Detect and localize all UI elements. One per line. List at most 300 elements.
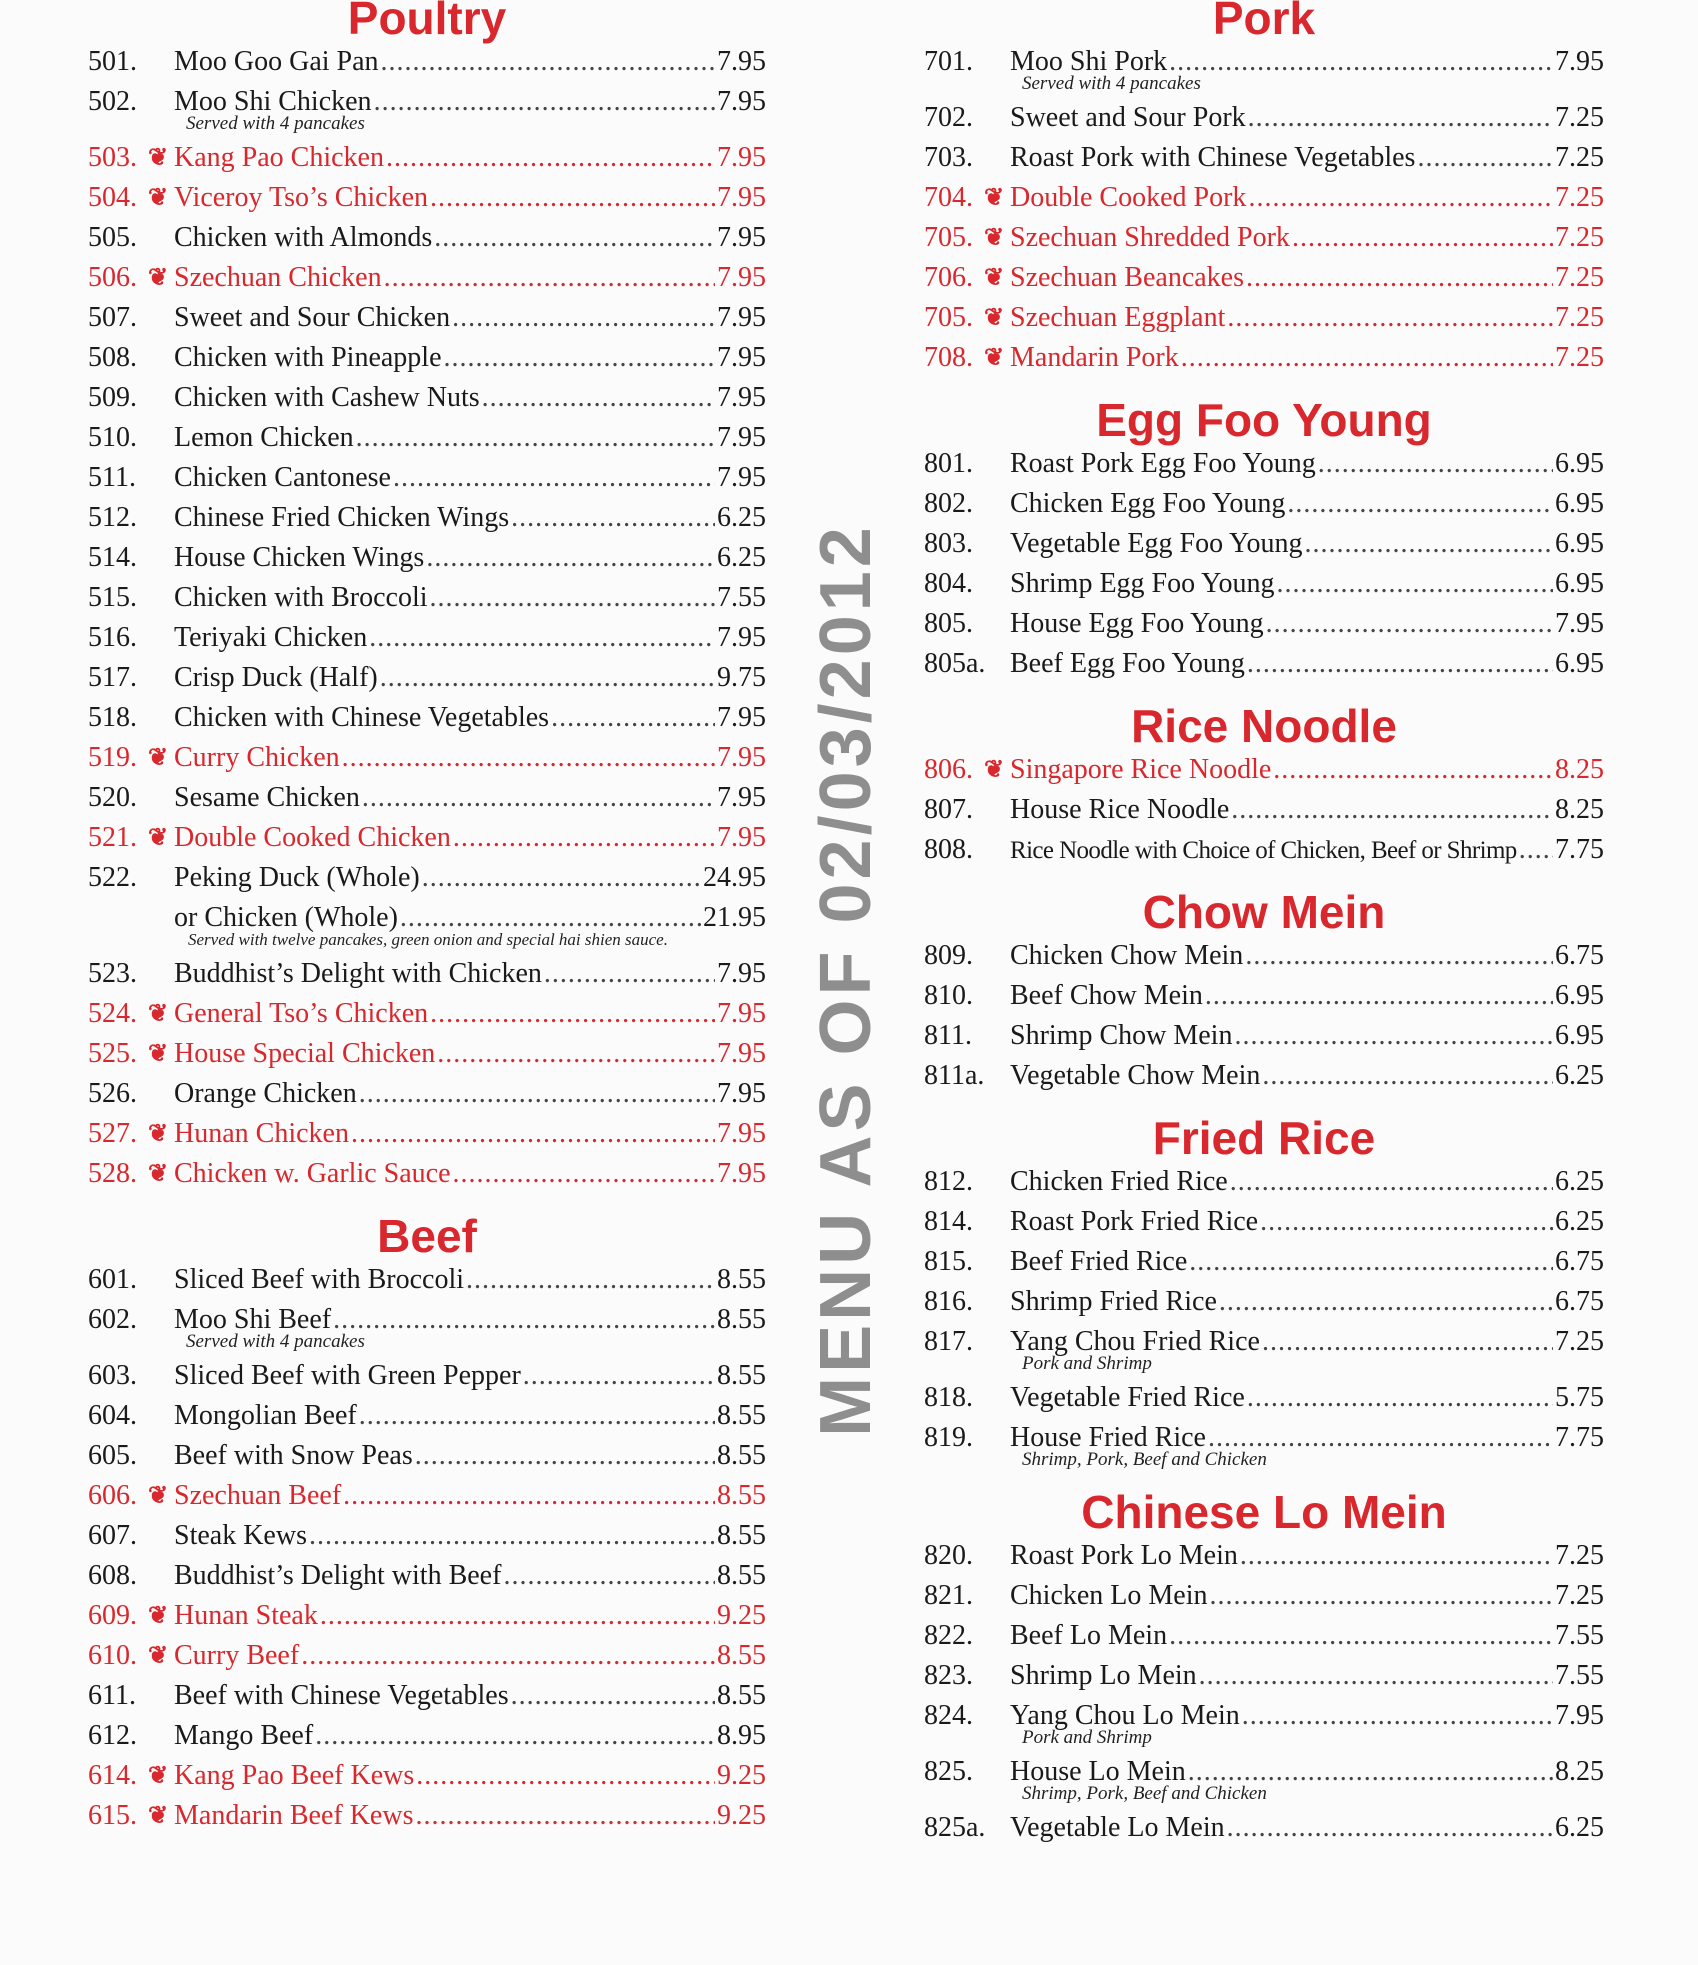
item-number-text: 704. — [924, 182, 973, 213]
menu-item — [924, 1162, 1604, 1202]
item-name: Moo Shi Pork — [1010, 46, 1168, 77]
item-price: 9.25 — [717, 1600, 766, 1631]
item-number-text: 502. — [88, 86, 137, 117]
menu-item-row — [924, 830, 1604, 870]
item-number-text: 506. — [88, 262, 137, 293]
dot-leader — [374, 82, 715, 122]
menu-item-row — [88, 298, 766, 338]
item-number-text: 802. — [924, 488, 973, 519]
menu-item-row — [924, 936, 1604, 976]
item-name: House Chicken Wings — [174, 542, 425, 573]
item-number — [924, 1378, 1010, 1418]
menu-item — [88, 1476, 766, 1516]
menu-item-row — [88, 1154, 766, 1194]
item-price: 7.95 — [717, 302, 766, 333]
item-price: 7.95 — [717, 382, 766, 413]
chili-pepper-icon: ❦ — [148, 185, 169, 211]
item-number — [924, 936, 1010, 976]
item-name: Hunan Chicken — [174, 1118, 349, 1149]
dot-leader — [1304, 524, 1553, 564]
item-number — [88, 618, 174, 658]
item-name: Vegetable Chow Mein — [1010, 1060, 1261, 1091]
section-title-chow-mein: Chow Mein — [1142, 886, 1386, 938]
item-price: 6.75 — [1555, 940, 1604, 971]
item-name: Beef Lo Mein — [1010, 1620, 1168, 1651]
menu-item — [924, 484, 1604, 524]
item-number-text: 708. — [924, 342, 973, 373]
item-note: Shrimp, Pork, Beef and Chicken — [1022, 1783, 1267, 1804]
item-price: 7.95 — [717, 46, 766, 77]
item-number-text: 605. — [88, 1440, 137, 1471]
item-number-text: 820. — [924, 1540, 973, 1571]
dot-leader — [1519, 830, 1553, 870]
item-number-text: 518. — [88, 702, 137, 733]
item-number — [88, 1676, 174, 1716]
item-number-text: 811. — [924, 1020, 972, 1051]
item-name: Mongolian Beef — [174, 1400, 357, 1431]
menu-item — [924, 98, 1604, 138]
menu-item — [88, 1114, 766, 1154]
menu-item — [924, 750, 1604, 790]
item-number — [88, 1556, 174, 1596]
menu-item-row — [924, 1242, 1604, 1282]
item-number-text: 805. — [924, 608, 973, 639]
menu-item — [924, 1752, 1604, 1804]
item-number-text: 508. — [88, 342, 137, 373]
menu-item — [88, 1260, 766, 1300]
chili-pepper-icon: ❦ — [984, 305, 1005, 331]
menu-item-row — [924, 338, 1604, 378]
item-number — [924, 258, 1010, 298]
dot-leader — [1248, 98, 1553, 138]
item-name: or Chicken (Whole) — [174, 902, 398, 933]
item-number — [88, 298, 174, 338]
menu-item — [88, 1300, 766, 1352]
dot-leader — [466, 1260, 715, 1300]
item-price: 8.25 — [1555, 754, 1604, 785]
item-number-text: 816. — [924, 1286, 973, 1317]
item-number-text: 805a. — [924, 648, 986, 679]
menu-item — [88, 1676, 766, 1716]
item-price: 7.95 — [717, 1118, 766, 1149]
item-price: 6.25 — [717, 502, 766, 533]
watermark-text: MENU AS OF 02/03/2012 — [806, 523, 886, 1437]
item-number-text: 510. — [88, 422, 137, 453]
item-number — [924, 484, 1010, 524]
dot-leader — [356, 418, 715, 458]
menu-item-row — [88, 1396, 766, 1436]
menu-item — [88, 778, 766, 818]
item-number-text: 812. — [924, 1166, 973, 1197]
item-price: 5.75 — [1555, 1382, 1604, 1413]
dot-leader — [1277, 564, 1553, 604]
item-number — [88, 1716, 174, 1756]
item-number — [924, 42, 1010, 82]
dot-leader — [369, 618, 715, 658]
menu-item-row — [88, 1756, 766, 1796]
item-number-text: 606. — [88, 1480, 137, 1511]
item-price: 8.25 — [1555, 1756, 1604, 1787]
menu-item-row — [88, 1556, 766, 1596]
item-number-text: 521. — [88, 822, 137, 853]
chili-pepper-icon: ❦ — [148, 1041, 169, 1067]
menu-item — [88, 658, 766, 698]
item-number — [88, 994, 174, 1034]
menu-item-row — [924, 564, 1604, 604]
item-number — [88, 1596, 174, 1636]
menu-item-row — [924, 1576, 1604, 1616]
item-number — [924, 444, 1010, 484]
menu-item — [924, 976, 1604, 1016]
menu-item-row — [924, 178, 1604, 218]
menu-item-row — [88, 178, 766, 218]
item-number-text: 517. — [88, 662, 137, 693]
item-number — [924, 1418, 1010, 1458]
item-name: Mango Beef — [174, 1720, 314, 1751]
item-name: House Special Chicken — [174, 1038, 436, 1069]
item-name: Mandarin Beef Kews — [174, 1800, 414, 1831]
menu-item — [88, 698, 766, 738]
item-name: Chicken with Pineapple — [174, 342, 442, 373]
item-number-text: 516. — [88, 622, 137, 653]
item-price: 8.55 — [717, 1264, 766, 1295]
item-name: Beef Chow Mein — [1010, 980, 1203, 1011]
item-price: 7.25 — [1555, 342, 1604, 373]
item-note: Served with 4 pancakes — [186, 1331, 365, 1352]
item-price: 6.95 — [1555, 488, 1604, 519]
menu-item — [88, 818, 766, 858]
dot-leader — [1219, 1282, 1553, 1322]
item-number — [924, 1056, 1010, 1096]
dot-leader — [1245, 936, 1553, 976]
item-price: 7.25 — [1555, 102, 1604, 133]
item-name: House Lo Mein — [1010, 1756, 1186, 1787]
item-note: Served with twelve pancakes, green onion and special hai shien sauce. — [188, 930, 668, 949]
item-price: 6.75 — [1555, 1246, 1604, 1277]
item-number — [924, 1016, 1010, 1056]
menu-item-row — [924, 1808, 1604, 1848]
menu-item-row — [88, 1356, 766, 1396]
menu-item — [88, 578, 766, 618]
item-number — [88, 738, 174, 778]
item-name: Chicken Fried Rice — [1010, 1166, 1228, 1197]
item-name: Vegetable Egg Foo Young — [1010, 528, 1303, 559]
dot-leader — [386, 138, 715, 178]
item-price: 7.95 — [717, 262, 766, 293]
menu-item — [924, 1418, 1604, 1470]
item-name: Kang Pao Chicken — [174, 142, 384, 173]
item-number — [88, 1300, 174, 1340]
item-number — [924, 750, 1010, 790]
chili-pepper-icon: ❦ — [148, 1001, 169, 1027]
item-number — [88, 1516, 174, 1556]
item-number-text: 819. — [924, 1422, 973, 1453]
item-price: 8.55 — [717, 1440, 766, 1471]
item-price: 9.25 — [717, 1760, 766, 1791]
menu-item-row — [924, 1378, 1604, 1418]
item-number — [924, 1282, 1010, 1322]
item-number — [924, 1162, 1010, 1202]
item-price: 7.95 — [717, 822, 766, 853]
item-number-text: 803. — [924, 528, 973, 559]
item-number-text: 614. — [88, 1760, 137, 1791]
menu-item — [88, 858, 766, 898]
item-number — [924, 790, 1010, 830]
item-price: 21.95 — [703, 902, 766, 933]
dot-leader — [453, 1154, 715, 1194]
item-number — [88, 698, 174, 738]
item-name: Shrimp Lo Mein — [1010, 1660, 1197, 1691]
item-number-text: 509. — [88, 382, 137, 413]
item-name: Roast Pork with Chinese Vegetables — [1010, 142, 1416, 173]
menu-item-row — [924, 1282, 1604, 1322]
chili-pepper-icon: ❦ — [984, 345, 1005, 371]
item-price: 7.95 — [717, 182, 766, 213]
menu-item — [924, 1378, 1604, 1418]
menu-item-row — [88, 1796, 766, 1836]
menu-item — [88, 378, 766, 418]
item-name: Buddhist’s Delight with Beef — [174, 1560, 502, 1591]
menu-item — [88, 458, 766, 498]
item-number-text: 507. — [88, 302, 137, 333]
item-price: 7.95 — [717, 142, 766, 173]
item-price: 8.55 — [717, 1560, 766, 1591]
section-title-fried-rice: Fried Rice — [1152, 1112, 1376, 1164]
item-name: Rice Noodle with Choice of Chicken, Beef or Shrimp — [1010, 837, 1517, 864]
menu-item-row — [924, 484, 1604, 524]
dot-leader — [415, 1796, 715, 1836]
dot-leader — [1248, 178, 1553, 218]
item-price: 6.25 — [1555, 1812, 1604, 1843]
item-number-text: 806. — [924, 754, 973, 785]
item-name: Szechuan Eggplant — [1010, 302, 1226, 333]
menu-item — [88, 1796, 766, 1836]
dot-leader — [333, 1300, 715, 1340]
item-number — [88, 498, 174, 538]
item-price: 7.55 — [717, 582, 766, 613]
item-number — [924, 1536, 1010, 1576]
item-name: Curry Chicken — [174, 742, 340, 773]
item-name: Chicken with Chinese Vegetables — [174, 702, 550, 733]
item-number-text: 607. — [88, 1520, 137, 1551]
item-number — [924, 1202, 1010, 1242]
item-name: Chicken Lo Mein — [1010, 1580, 1208, 1611]
item-name: House Egg Foo Young — [1010, 608, 1264, 639]
dot-leader — [1247, 1378, 1553, 1418]
dot-leader — [452, 298, 715, 338]
item-name: House Rice Noodle — [1010, 794, 1230, 825]
item-number-text: 610. — [88, 1640, 137, 1671]
item-number — [88, 1034, 174, 1074]
menu-item-row — [88, 778, 766, 818]
item-number-text: 609. — [88, 1600, 137, 1631]
dot-leader — [444, 338, 715, 378]
item-price: 7.95 — [717, 1078, 766, 1109]
item-name: Sliced Beef with Green Pepper — [174, 1360, 521, 1391]
item-number-text: 527. — [88, 1118, 137, 1149]
item-name: Yang Chou Lo Mein — [1010, 1700, 1240, 1731]
item-price: 7.95 — [1555, 1700, 1604, 1731]
item-price: 8.55 — [717, 1304, 766, 1335]
dot-leader — [1262, 1322, 1553, 1362]
menu-item — [88, 1596, 766, 1636]
menu-item — [924, 298, 1604, 338]
item-number-text: 825a. — [924, 1812, 986, 1843]
item-name: Chicken with Almonds — [174, 222, 433, 253]
menu-item-row — [88, 378, 766, 418]
item-name: Roast Pork Egg Foo Young — [1010, 448, 1316, 479]
menu-item-row — [924, 258, 1604, 298]
item-price: 6.25 — [1555, 1060, 1604, 1091]
item-price: 6.95 — [1555, 980, 1604, 1011]
item-price: 6.25 — [1555, 1206, 1604, 1237]
chili-pepper-icon: ❦ — [984, 265, 1005, 291]
menu-item-row — [88, 1436, 766, 1476]
item-name: Teriyaki Chicken — [174, 622, 368, 653]
item-number — [88, 1756, 174, 1796]
item-number — [88, 458, 174, 498]
dot-leader — [381, 42, 715, 82]
dot-leader — [453, 818, 715, 858]
item-name: Shrimp Fried Rice — [1010, 1286, 1217, 1317]
dot-leader — [426, 538, 715, 578]
menu-item-row — [924, 750, 1604, 790]
menu-item-row — [88, 42, 766, 82]
menu-item — [88, 1636, 766, 1676]
item-number-text: 808. — [924, 834, 973, 865]
menu-item-row — [924, 524, 1604, 564]
item-number — [924, 98, 1010, 138]
item-number — [924, 1696, 1010, 1736]
dot-leader — [434, 218, 715, 258]
item-name: Moo Shi Chicken — [174, 86, 372, 117]
chili-pepper-icon: ❦ — [984, 225, 1005, 251]
item-price: 8.55 — [717, 1640, 766, 1671]
item-name: Chicken with Broccoli — [174, 582, 428, 613]
menu-item — [88, 538, 766, 578]
dot-leader — [1292, 218, 1553, 258]
item-number — [88, 778, 174, 818]
item-price: 7.95 — [1555, 608, 1604, 639]
dot-leader — [1242, 1696, 1553, 1736]
menu-item — [924, 1202, 1604, 1242]
item-number-text: 703. — [924, 142, 973, 173]
chili-pepper-icon: ❦ — [148, 1483, 169, 1509]
item-number — [88, 138, 174, 178]
menu-item — [924, 218, 1604, 258]
item-number — [88, 1436, 174, 1476]
item-number — [924, 1656, 1010, 1696]
menu-item — [88, 954, 766, 994]
dot-leader — [1247, 644, 1553, 684]
dot-leader — [1205, 976, 1553, 1016]
item-name: Szechuan Chicken — [174, 262, 382, 293]
dot-leader — [1417, 138, 1553, 178]
item-name: Sesame Chicken — [174, 782, 360, 813]
menu-item-row — [88, 138, 766, 178]
item-number-text: 611. — [88, 1680, 136, 1711]
item-price: 7.95 — [717, 86, 766, 117]
menu-item-row — [924, 1056, 1604, 1096]
menu-item — [88, 498, 766, 538]
item-name: Roast Pork Fried Rice — [1010, 1206, 1259, 1237]
item-price: 7.25 — [1555, 222, 1604, 253]
item-number-text: 528. — [88, 1158, 137, 1189]
dot-leader — [1262, 1056, 1553, 1096]
item-price: 8.55 — [717, 1400, 766, 1431]
item-number — [88, 858, 174, 898]
menu-item — [88, 1074, 766, 1114]
item-number-text: 520. — [88, 782, 137, 813]
chili-pepper-icon: ❦ — [148, 1643, 169, 1669]
item-price: 7.25 — [1555, 1540, 1604, 1571]
item-number — [88, 378, 174, 418]
item-number — [88, 42, 174, 82]
item-note: Served with 4 pancakes — [1022, 73, 1201, 94]
item-number — [924, 1576, 1010, 1616]
menu-item — [924, 936, 1604, 976]
menu-item-row — [88, 1476, 766, 1516]
item-price: 9.25 — [717, 1800, 766, 1831]
menu-item-row — [924, 444, 1604, 484]
menu-item-row — [88, 258, 766, 298]
menu-item — [924, 138, 1604, 178]
menu-item — [88, 218, 766, 258]
chili-pepper-icon: ❦ — [984, 757, 1005, 783]
menu-item — [924, 1696, 1604, 1748]
item-price: 7.95 — [717, 742, 766, 773]
menu-item-row — [88, 458, 766, 498]
item-number-text: 522. — [88, 862, 137, 893]
menu-item-row — [924, 1202, 1604, 1242]
dot-leader — [343, 1476, 715, 1516]
menu-item — [924, 258, 1604, 298]
item-price: 8.95 — [717, 1720, 766, 1751]
item-name: Vegetable Fried Rice — [1010, 1382, 1245, 1413]
item-price: 7.55 — [1555, 1660, 1604, 1691]
menu-item — [88, 138, 766, 178]
menu-item-row — [88, 338, 766, 378]
menu-item — [924, 1016, 1604, 1056]
menu-item-row — [924, 1016, 1604, 1056]
chili-pepper-icon: ❦ — [148, 1121, 169, 1147]
item-name: Mandarin Pork — [1010, 342, 1179, 373]
item-name: Shrimp Chow Mein — [1010, 1020, 1233, 1051]
item-name: Hunan Steak — [174, 1600, 318, 1631]
item-price: 6.75 — [1555, 1286, 1604, 1317]
item-price: 7.95 — [717, 342, 766, 373]
dot-leader — [1227, 1808, 1553, 1848]
dot-leader — [1199, 1656, 1553, 1696]
item-number — [924, 1322, 1010, 1362]
item-name: Szechuan Beef — [174, 1480, 342, 1511]
dot-leader — [359, 1396, 715, 1436]
item-price: 7.25 — [1555, 302, 1604, 333]
chili-pepper-icon: ❦ — [148, 745, 169, 771]
dot-leader — [1230, 1162, 1553, 1202]
chili-pepper-icon: ❦ — [148, 1763, 169, 1789]
dot-leader — [544, 954, 715, 994]
item-number — [88, 1260, 174, 1300]
menu-item — [88, 1756, 766, 1796]
item-name: Beef with Snow Peas — [174, 1440, 413, 1471]
item-price: 8.55 — [717, 1520, 766, 1551]
item-price: 6.95 — [1555, 448, 1604, 479]
menu-item-row — [88, 1636, 766, 1676]
item-number-text: 503. — [88, 142, 137, 173]
item-number — [924, 604, 1010, 644]
item-number-text: 824. — [924, 1700, 973, 1731]
